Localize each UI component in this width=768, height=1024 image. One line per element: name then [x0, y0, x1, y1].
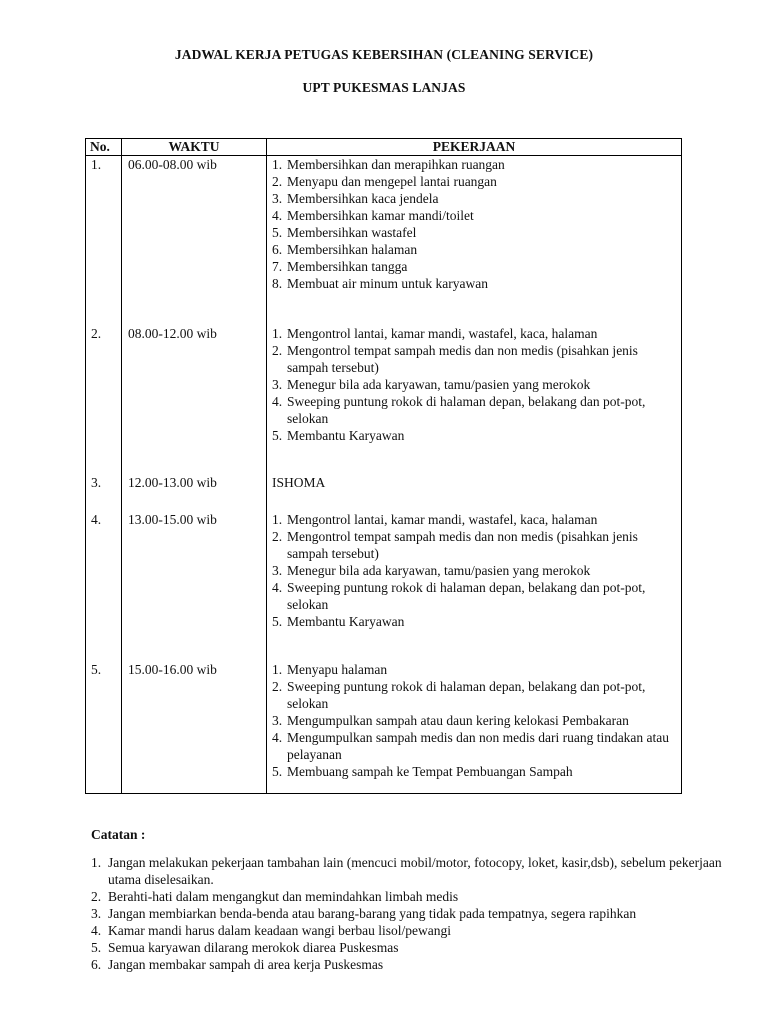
task-text: Mengontrol lantai, kamar mandi, wastafel, kaca, halaman [287, 512, 598, 528]
cell-pekerjaan [267, 474, 682, 511]
task-item [272, 258, 677, 275]
note-number: 1. [91, 855, 102, 870]
task-list [272, 325, 677, 444]
cell-pekerjaan [267, 511, 682, 661]
header-pekerjaan: PEKERJAAN [267, 139, 682, 156]
task-item [272, 427, 677, 444]
notes-title: Catatan : [91, 827, 146, 842]
task-number: 8. [272, 276, 283, 291]
note-number: 2. [91, 889, 102, 904]
note-item [91, 905, 731, 922]
schedule-table [85, 138, 682, 794]
cell-no: 1. [86, 156, 122, 325]
task-number: 6. [272, 242, 283, 257]
note-text: Jangan melakukan pekerjaan tambahan lain (mencuci mobil/motor, fotocopy, loket, kasir,dsb), sebelum pekerjaan utama diselesaikan. [108, 855, 722, 887]
task-item [272, 342, 677, 376]
task-number: 5. [272, 763, 283, 779]
note-number: 6. [91, 957, 102, 972]
note-text: Berahti-hati dalam mengangkut dan memindahkan limbah medis [108, 889, 459, 904]
table-row [86, 325, 682, 475]
note-text: Semua karyawan dilarang merokok diarea Puskesmas [108, 940, 399, 955]
task-item [272, 241, 677, 258]
cell-pekerjaan [267, 325, 682, 475]
task-text: Membuat air minum untuk karyawan [287, 276, 488, 291]
task-number: 3. [272, 712, 283, 728]
task-number: 2. [272, 529, 283, 545]
task-text: Mengontrol tempat sampah medis dan non medis (pisahkan jenis sampah tersebut) [287, 529, 638, 562]
task-item [272, 325, 677, 342]
table-row [86, 511, 682, 661]
task-item [272, 729, 677, 763]
task-number: 4. [272, 208, 283, 223]
task-item [272, 393, 677, 427]
note-item [91, 854, 731, 888]
cell-no: 2. [86, 325, 122, 475]
task-number: 3. [272, 191, 283, 206]
header-waktu: WAKTU [122, 139, 267, 156]
cell-waktu: 12.00-13.00 wib [122, 474, 267, 511]
task-number: 7. [272, 259, 283, 274]
task-item [272, 511, 677, 528]
task-text: Membantu Karyawan [287, 614, 405, 630]
task-number: 1. [272, 157, 283, 172]
note-text: Jangan membakar sampah di area kerja Puskesmas [108, 957, 384, 972]
task-number: 4. [272, 393, 283, 409]
task-number: 2. [272, 342, 283, 358]
task-item [272, 613, 677, 630]
task-text: Membersihkan halaman [287, 242, 418, 257]
note-text: Kamar mandi harus dalam keadaan wangi berbau lisol/pewangi [108, 923, 452, 938]
note-number: 5. [91, 940, 102, 955]
task-text: Menegur bila ada karyawan, tamu/pasien yang merokok [287, 376, 591, 392]
task-number: 3. [272, 563, 283, 579]
note-item [91, 939, 731, 956]
task-text: Mengontrol tempat sampah medis dan non medis (pisahkan jenis sampah tersebut) [287, 342, 638, 375]
cell-no: 3. [86, 474, 122, 511]
task-list [272, 156, 677, 292]
table-row [86, 661, 682, 794]
task-list [272, 511, 677, 630]
header-no: No. [86, 139, 122, 156]
task-number: 5. [272, 427, 283, 443]
notes-list [91, 854, 731, 973]
task-item [272, 224, 677, 241]
schedule-body [86, 156, 682, 794]
task-item [272, 156, 677, 173]
note-item [91, 888, 731, 905]
task-item [272, 528, 677, 562]
table-row [86, 156, 682, 325]
task-number: 2. [272, 174, 283, 189]
note-text: Jangan membiarkan benda-benda atau barang-barang yang tidak pada tempatnya, segera rapihkan [108, 906, 637, 921]
task-text: Mengumpulkan sampah medis dan non medis dari ruang tindakan atau pelayanan [287, 729, 670, 762]
task-item [272, 562, 677, 579]
task-number: 2. [272, 678, 283, 694]
document-subtitle: UPT PUKESMAS LANJAS [302, 80, 466, 95]
note-number: 4. [91, 923, 102, 938]
task-item [272, 376, 677, 393]
task-number: 4. [272, 729, 283, 745]
task-item [272, 579, 677, 613]
task-item [272, 275, 677, 292]
note-item [91, 922, 731, 939]
task-item [272, 173, 677, 190]
task-list [272, 661, 677, 780]
task-text: ISHOMA [272, 475, 326, 491]
table-row [86, 474, 682, 511]
cell-waktu: 08.00-12.00 wib [122, 325, 267, 475]
task-number: 5. [272, 225, 283, 240]
task-item [272, 190, 677, 207]
cell-waktu: 15.00-16.00 wib [122, 661, 267, 794]
task-number: 5. [272, 614, 283, 630]
note-number: 3. [91, 906, 102, 921]
task-text: Membersihkan kamar mandi/toilet [287, 208, 474, 223]
task-text: Sweeping puntung rokok di halaman depan, belakang dan pot-pot, selokan [287, 393, 646, 426]
task-text: Menegur bila ada karyawan, tamu/pasien yang merokok [287, 563, 591, 579]
task-number: 1. [272, 512, 283, 528]
task-item [272, 678, 677, 712]
cell-waktu: 06.00-08.00 wib [122, 156, 267, 325]
task-text: Membersihkan wastafel [287, 225, 417, 240]
task-number: 4. [272, 580, 283, 596]
task-text: Menyapu dan mengepel lantai ruangan [287, 174, 497, 189]
task-text: Membuang sampah ke Tempat Pembuangan Sampah [287, 763, 573, 779]
note-item [91, 956, 731, 973]
cell-no: 5. [86, 661, 122, 794]
task-item [272, 661, 677, 678]
task-text: Mengumpulkan sampah atau daun kering kelokasi Pembakaran [287, 712, 629, 728]
document-title: JADWAL KERJA PETUGAS KEBERSIHAN (CLEANING SERVICE) [174, 47, 594, 62]
task-number: 3. [272, 376, 283, 392]
task-number: 1. [272, 325, 283, 341]
task-item [272, 763, 677, 780]
task-text: Sweeping puntung rokok di halaman depan, belakang dan pot-pot, selokan [287, 678, 646, 711]
task-item [272, 207, 677, 224]
cell-no: 4. [86, 511, 122, 661]
task-text: Sweeping puntung rokok di halaman depan, belakang dan pot-pot, selokan [287, 580, 646, 613]
task-number: 1. [272, 661, 283, 677]
task-text: Menyapu halaman [287, 661, 388, 677]
task-text: Membersihkan dan merapihkan ruangan [287, 157, 505, 172]
cell-pekerjaan [267, 661, 682, 794]
task-item [272, 712, 677, 729]
cell-pekerjaan [267, 156, 682, 325]
cell-waktu: 13.00-15.00 wib [122, 511, 267, 661]
task-text: Membersihkan kaca jendela [287, 191, 439, 206]
task-text: Membantu Karyawan [287, 427, 405, 443]
table-header-row [86, 139, 682, 156]
task-text: Membersihkan tangga [287, 259, 408, 274]
task-text: Mengontrol lantai, kamar mandi, wastafel, kaca, halaman [287, 325, 598, 341]
